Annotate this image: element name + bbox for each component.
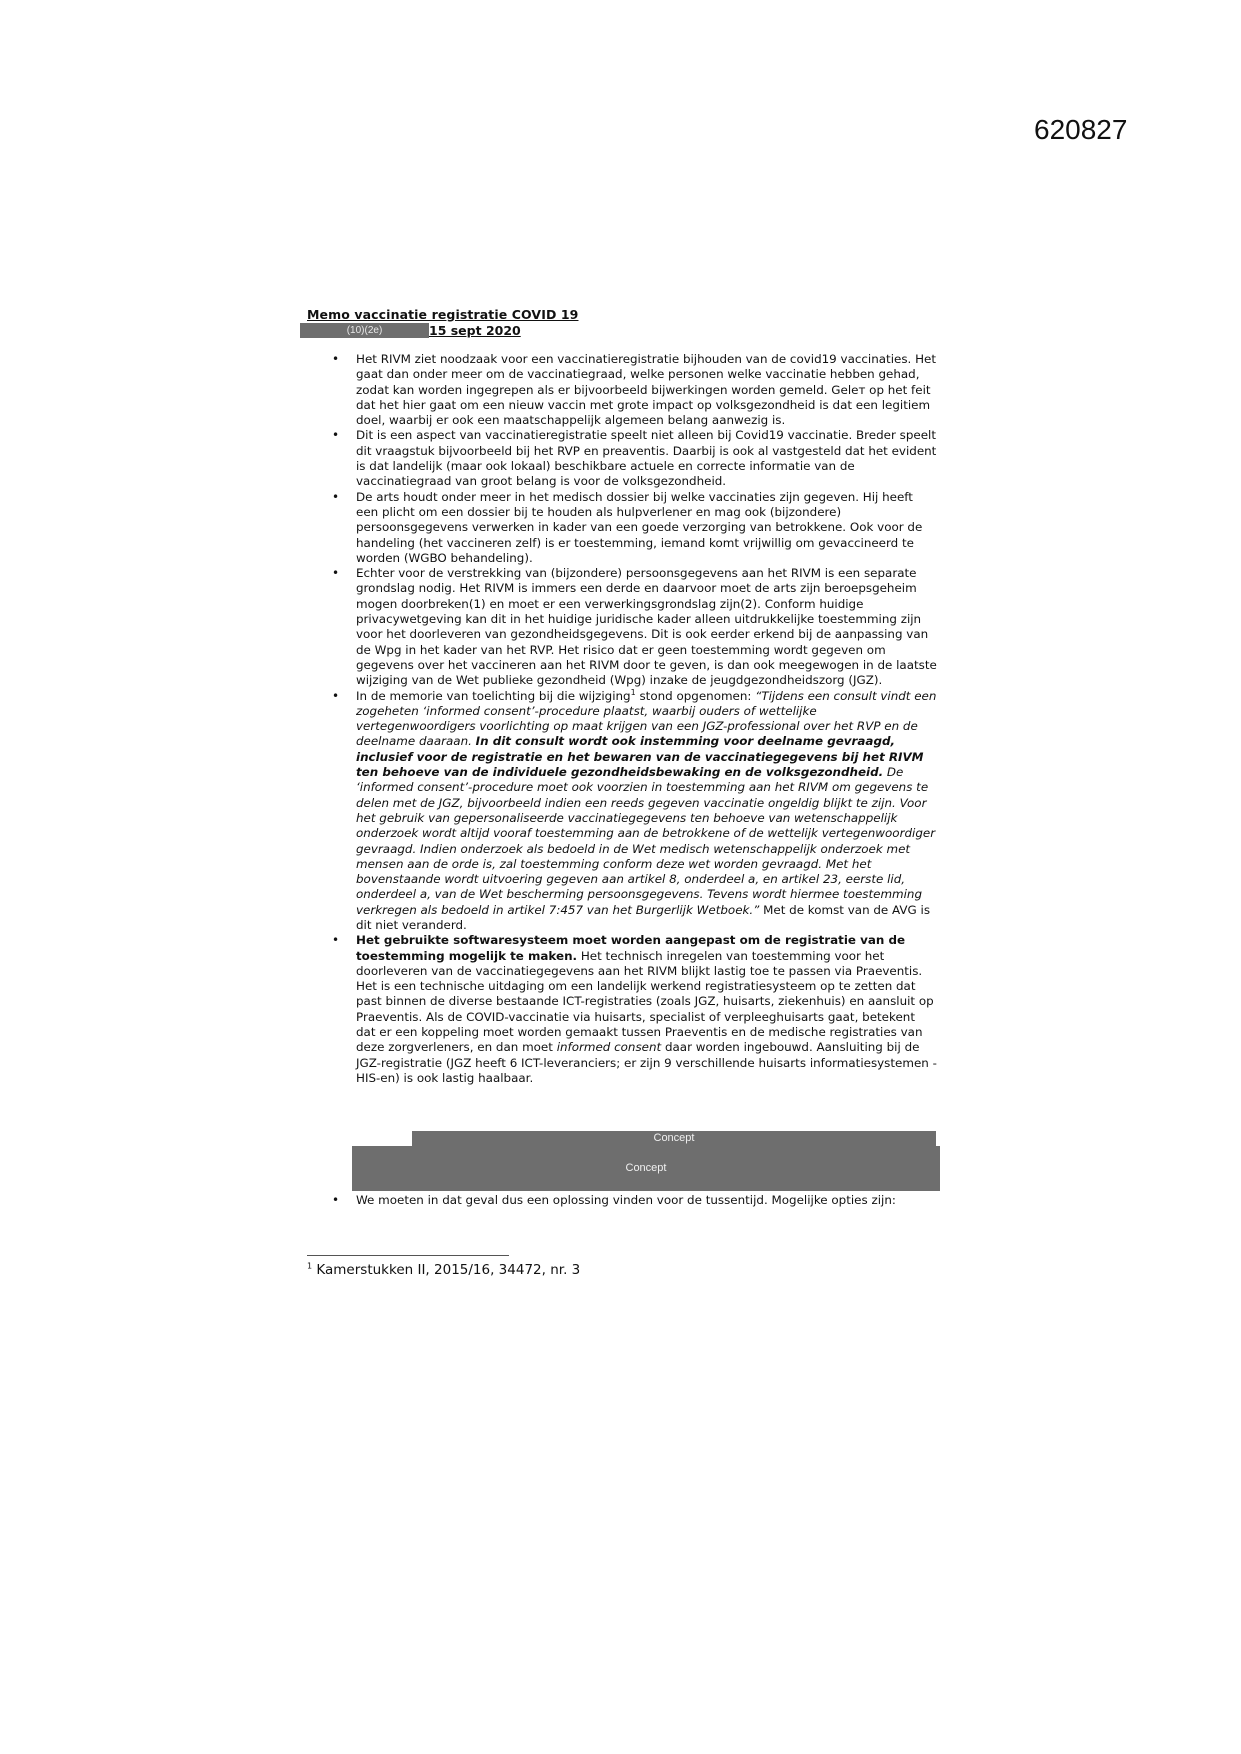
footnote-divider (307, 1255, 509, 1256)
bullet-item (328, 1193, 948, 1208)
bullet-icon: • (332, 933, 340, 948)
bullet-text-segment: Het gebruikte softwaresysteem moet worden aangepast om de registratie van de toestemming mogelijk te maken. (356, 933, 906, 963)
bullet-text-segment: Het RIVM ziet noodzaak voor een vaccinatieregistratie bijhouden van de covid19 vaccinaties. Het gaat dan onder meer om de vaccinatiegraad, welke personen welke vaccinatie hebben gehad, zodat kan worden ingegrepen als er bijvoorbeeld bijwerkingen worden gemeld. Geleт op het feit dat het hier gaat om een nieuw vaccin met grote impact op volksgezondheid is dat een legitiem doel, waarbij er ook een maatschappelijk algemeen belang aanwezig is. (356, 352, 937, 428)
bullet-list-continued (328, 1193, 948, 1208)
footnote-text: Kamerstukken II, 2015/16, 34472, nr. 3 (312, 1262, 581, 1278)
bullet-text-segment: Echter voor de verstrekking van (bijzondere) persoonsgegevens aan het RIVM is een separate grondslag nodig. Het RIVM is immers een derde en daarvoor moet de arts zijn beroepsgeheim mogen doorbreken(1) en moet er een verwerkingsgrondslag zijn(2). Conform huidige privacywetgeving kan dit in het huidige juridische kader alleen uitdrukkelijke toestemming zijn voor het doorleveren van gezondheidsgegevens. Dit is ook eerder erkend bij de aanpassing van de Wpg in het kader van het RVP. Het risico dat er geen toestemming wordt gegeven om gegevens over het vaccineren aan het RIVM door te geven, is dan ook meegewogen in de laatste wijziging van de Wet publieke gezondheid (Wpg) inzake de jeugdgezondheidszorg (JGZ). (356, 566, 937, 688)
bullet-text-segment: De arts houdt onder meer in het medisch dossier bij welke vaccinaties zijn gegeven. Hij heeft een plicht om een dossier bij te houden als hulpverlener en mag ook (bijzondere) persoonsgegevens verwerken in kader van een goede verzorging van betrokkene. Ook voor de handeling (het vaccineren zelf) is er toestemming, iemand komt vrijwillig om gevaccineerd te worden (WGBO behandeling). (356, 489, 923, 565)
bullet-icon: • (332, 428, 340, 443)
document-number: 620827 (1034, 114, 1128, 145)
memo-meta-line (300, 322, 521, 338)
bullet-text-segment: In de memorie van toelichting bij die wijziging (356, 688, 631, 703)
bullet-text: We moeten in dat geval dus een oplossing vinden voor de tussentijd. Mogelijke opties zijn: (356, 1193, 896, 1207)
bullet-item (328, 689, 938, 934)
bullet-icon: • (332, 1193, 340, 1207)
bullet-list (328, 352, 938, 1086)
bullet-item (328, 566, 938, 688)
redaction-code-box: (10)(2e) (300, 323, 429, 338)
memo-title: Memo vaccinatie registratie COVID 19 (307, 307, 579, 322)
bullet-text-segment: stond opgenomen: (635, 688, 756, 703)
bullet-item (328, 428, 938, 489)
bullet-text-segment: In dit consult wordt ook instemming voor deelname gevraagd, inclusief voor de registratie en het bewaren van de vaccinatiegegevens bij het RIVM ten behoeve van de individuele gezondheidsbewaking en de volksgezondheid. (356, 734, 924, 780)
bullet-icon: • (332, 489, 340, 504)
bullet-text-segment: Met de komst van de AVG is dit niet veranderd. (356, 902, 931, 932)
footnote-marker: 1 (307, 1261, 313, 1271)
bullet-item (328, 933, 938, 1086)
bullet-item (328, 352, 938, 428)
redaction-block: Concept (412, 1131, 936, 1146)
redaction-block: Concept (352, 1146, 940, 1191)
bullet-icon: • (332, 566, 340, 581)
bullet-text-segment: informed consent (556, 1040, 662, 1055)
footnote-reference: 1 (630, 687, 636, 697)
bullet-text-segment: daar worden ingebouwd. Aansluiting bij de JGZ-registratie (JGZ heeft 6 ICT-leveranciers; er zijn 9 verschillende huisarts informatiesystemen - HIS-en) is ook lastig haalbaar. (356, 1040, 937, 1085)
bullet-icon: • (332, 688, 340, 703)
bullet-icon: • (332, 352, 340, 366)
bullet-item (328, 490, 938, 566)
bullet-text-segment: Dit is een aspect van vaccinatieregistratie speelt niet alleen bij Covid19 vaccinatie. Breder speelt dit vraagstuk bijvoorbeeld bij het RVP en preaventis. Daarbij is ook al vastgesteld dat het evident is dat landelijk (maar ook lokaal) beschikbare actuele en correcte informatie van de vaccinatiegraad van groot belang is voor de volksgezondheid. (356, 428, 937, 489)
bullet-text-segment: De ‘informed consent’-procedure moet ook voorzien in toestemming aan het RIVM om gegevens te delen met de JGZ, bijvoorbeeld indien een reeds gegeven vaccinatie ongeldig blijkt te zijn. Voor het gebruik van gepersonaliseerde vaccinatiegegevens ten behoeve van wetenschappelijk onderzoek wordt altijd vooraf toestemming aan de betrokkene of de wettelijk vertegenwoordiger gevraagd. Indien onderzoek als bedoeld in de Wet medisch wetenschappelijk onderzoek met mensen aan de orde is, zal toestemming conform deze wet worden gevraagd. Met het bovenstaande wordt uitvoering gegeven aan artikel 8, onderdeel a, en artikel 23, eerste lid, onderdeel a, van de Wet bescherming persoonsgegevens. Tevens wordt hiermee toestemming verkregen als bedoeld in artikel 7:457 van het Burgerlijk Wetboek.” (356, 765, 936, 917)
bullet-text-segment: “Tijdens een consult vindt een zogeheten ‘informed consent’-procedure plaatst, waarbij ouders of wettelijke vertegenwoordigers voorlichting op maat krijgen van een JGZ-professional over het RVP en de deelname daaraan. (356, 688, 937, 749)
memo-date: 15 sept 2020 (429, 322, 521, 338)
footnote (307, 1262, 580, 1278)
bullet-text-segment: Het technisch inregelen van toestemming voor het doorleveren van de vaccinatiegegevens aan het RIVM blijkt lastig toe te passen via Praeventis. Het is een technische uitdaging om een landelijk werkend registratiesysteem op te zetten dat past binnen de diverse bestaande ICT-registraties (zoals JGZ, huisarts, ziekenhuis) en aansluit op Praeventis. Als de COVID-vaccinatie via huisarts, specialist of verpleeghuisarts gaat, betekent dat er een koppeling moet worden gemaakt tussen Praeventis en de medische registraties van deze zorgverleners, en dan moet (356, 948, 934, 1055)
